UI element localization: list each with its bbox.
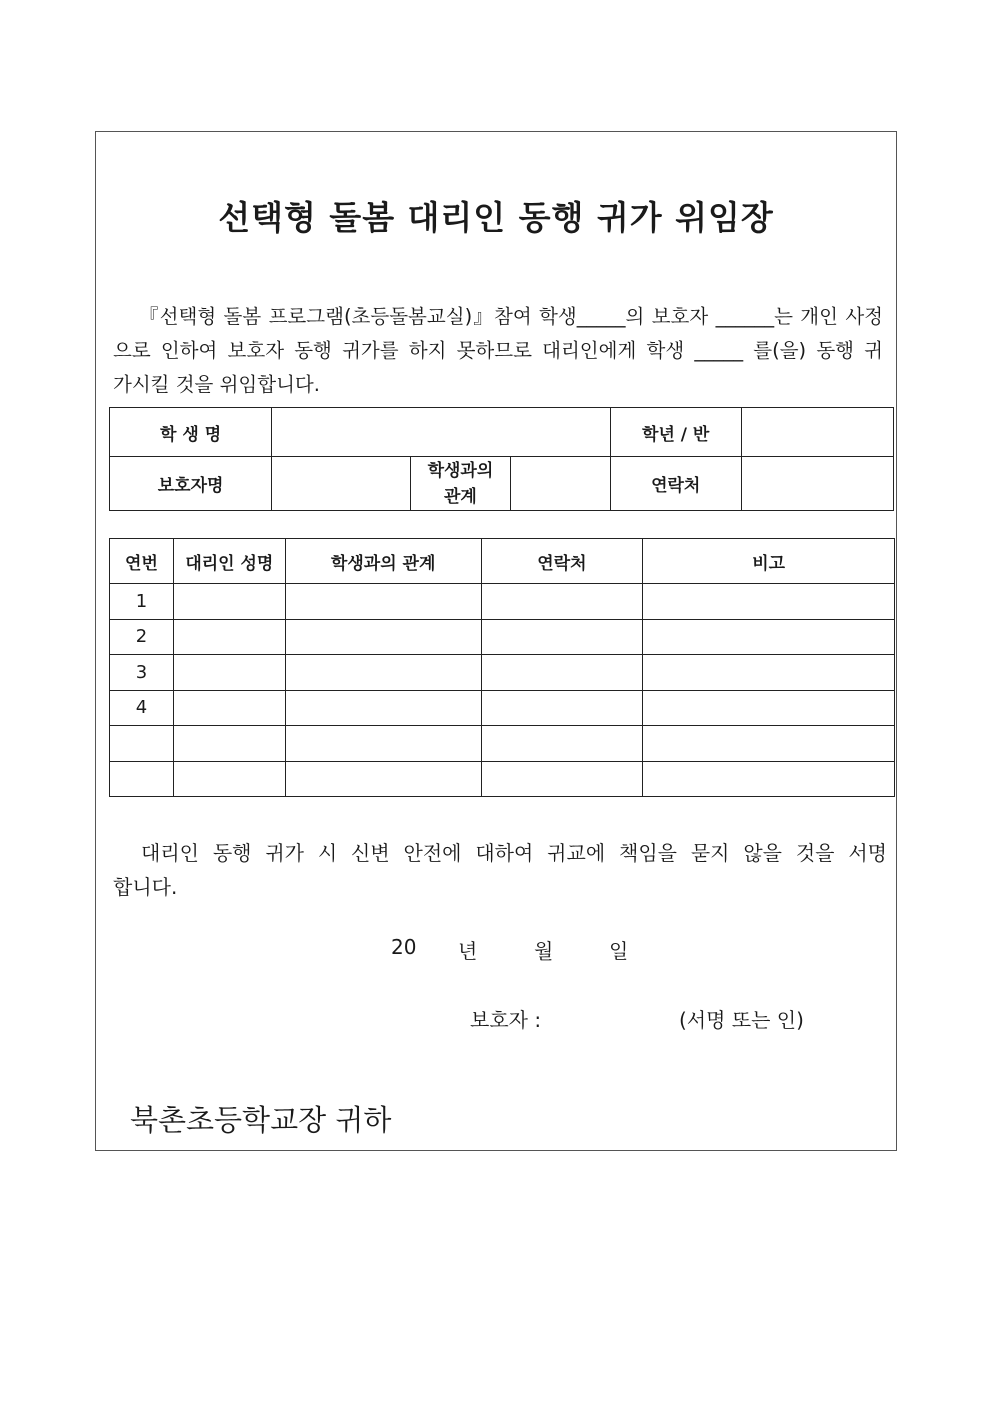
relation-label-line-1: 학생과의	[427, 460, 494, 481]
relation-cell[interactable]	[285, 619, 481, 655]
proxy-table	[109, 538, 895, 797]
contact-cell[interactable]	[481, 690, 643, 726]
intro-line-2: 으로 인하여 보호자 동행 귀가를 하지 못하므로 대리인에게 학생 _____ 를(을) 동행 귀	[113, 339, 883, 362]
contact-cell[interactable]	[481, 761, 643, 797]
table-row	[110, 619, 895, 655]
relation-cell[interactable]	[285, 761, 481, 797]
contact-cell[interactable]	[481, 726, 643, 762]
table-row	[110, 655, 895, 691]
grade-class-label: 학년 / 반	[610, 408, 741, 457]
remarks-cell[interactable]	[643, 726, 895, 762]
student-info-table	[109, 407, 894, 511]
signature-note: (서명 또는 인)	[679, 1008, 804, 1032]
relation-cell[interactable]	[285, 655, 481, 691]
relation-cell[interactable]	[285, 584, 481, 620]
row-number: 3	[110, 655, 174, 691]
intro-paragraph	[113, 300, 883, 402]
contact-cell[interactable]	[481, 655, 643, 691]
date-month-label: 월	[534, 939, 554, 963]
remarks-cell[interactable]	[643, 761, 895, 797]
remarks-cell[interactable]	[643, 655, 895, 691]
pledge-paragraph	[113, 836, 887, 904]
student-name-field[interactable]	[272, 408, 610, 457]
proxy-name-cell[interactable]	[173, 655, 285, 691]
table-row	[110, 690, 895, 726]
remarks-cell[interactable]	[643, 619, 895, 655]
row-number	[110, 761, 174, 797]
contact-cell[interactable]	[481, 584, 643, 620]
table-row	[110, 761, 895, 797]
relation-label-line-2: 관계	[444, 486, 477, 507]
proxy-name-cell[interactable]	[173, 619, 285, 655]
date-year-prefix: 20	[391, 935, 417, 959]
header-serial: 연번	[110, 539, 174, 584]
guardian-label: 보호자 :	[470, 1008, 542, 1032]
relation-field[interactable]	[510, 457, 610, 511]
proxy-name-cell[interactable]	[173, 761, 285, 797]
proxy-name-cell[interactable]	[173, 726, 285, 762]
proxy-name-cell[interactable]	[173, 690, 285, 726]
header-proxy-name: 대리인 성명	[173, 539, 285, 584]
contact-field[interactable]	[741, 457, 893, 511]
row-number: 4	[110, 690, 174, 726]
contact-cell[interactable]	[481, 619, 643, 655]
table-row	[110, 584, 895, 620]
intro-line-1: 『선택형 돌봄 프로그램(초등돌봄교실)』참여 학생_____의 보호자 ______는 개인 사정	[139, 305, 883, 328]
header-relation: 학생과의 관계	[285, 539, 481, 584]
document-title: 선택형 돌봄 대리인 동행 귀가 위임장	[218, 198, 774, 237]
proxy-name-cell[interactable]	[173, 584, 285, 620]
pledge-line-1: 대리인 동행 귀가 시 신변 안전에 대하여 귀교에 책임을 묻지 않을 것을 서명	[141, 841, 887, 865]
row-number: 2	[110, 619, 174, 655]
pledge-line-2: 합니다.	[113, 875, 178, 899]
relation-label	[411, 457, 510, 511]
date-year-label: 년	[458, 939, 478, 963]
contact-label: 연락처	[610, 457, 741, 511]
row-number: 1	[110, 584, 174, 620]
table-row	[110, 726, 895, 762]
date-day-label: 일	[609, 939, 629, 963]
guardian-name-label: 보호자명	[110, 457, 272, 511]
relation-cell[interactable]	[285, 726, 481, 762]
header-contact: 연락처	[481, 539, 643, 584]
relation-cell[interactable]	[285, 690, 481, 726]
header-remarks: 비고	[643, 539, 895, 584]
guardian-name-field[interactable]	[272, 457, 411, 511]
remarks-cell[interactable]	[643, 690, 895, 726]
student-name-label: 학 생 명	[110, 408, 272, 457]
row-number	[110, 726, 174, 762]
grade-class-field[interactable]	[741, 408, 893, 457]
remarks-cell[interactable]	[643, 584, 895, 620]
addressee: 북촌초등학교장 귀하	[130, 1103, 392, 1137]
intro-line-3: 가시킬 것을 위임합니다.	[113, 373, 320, 396]
